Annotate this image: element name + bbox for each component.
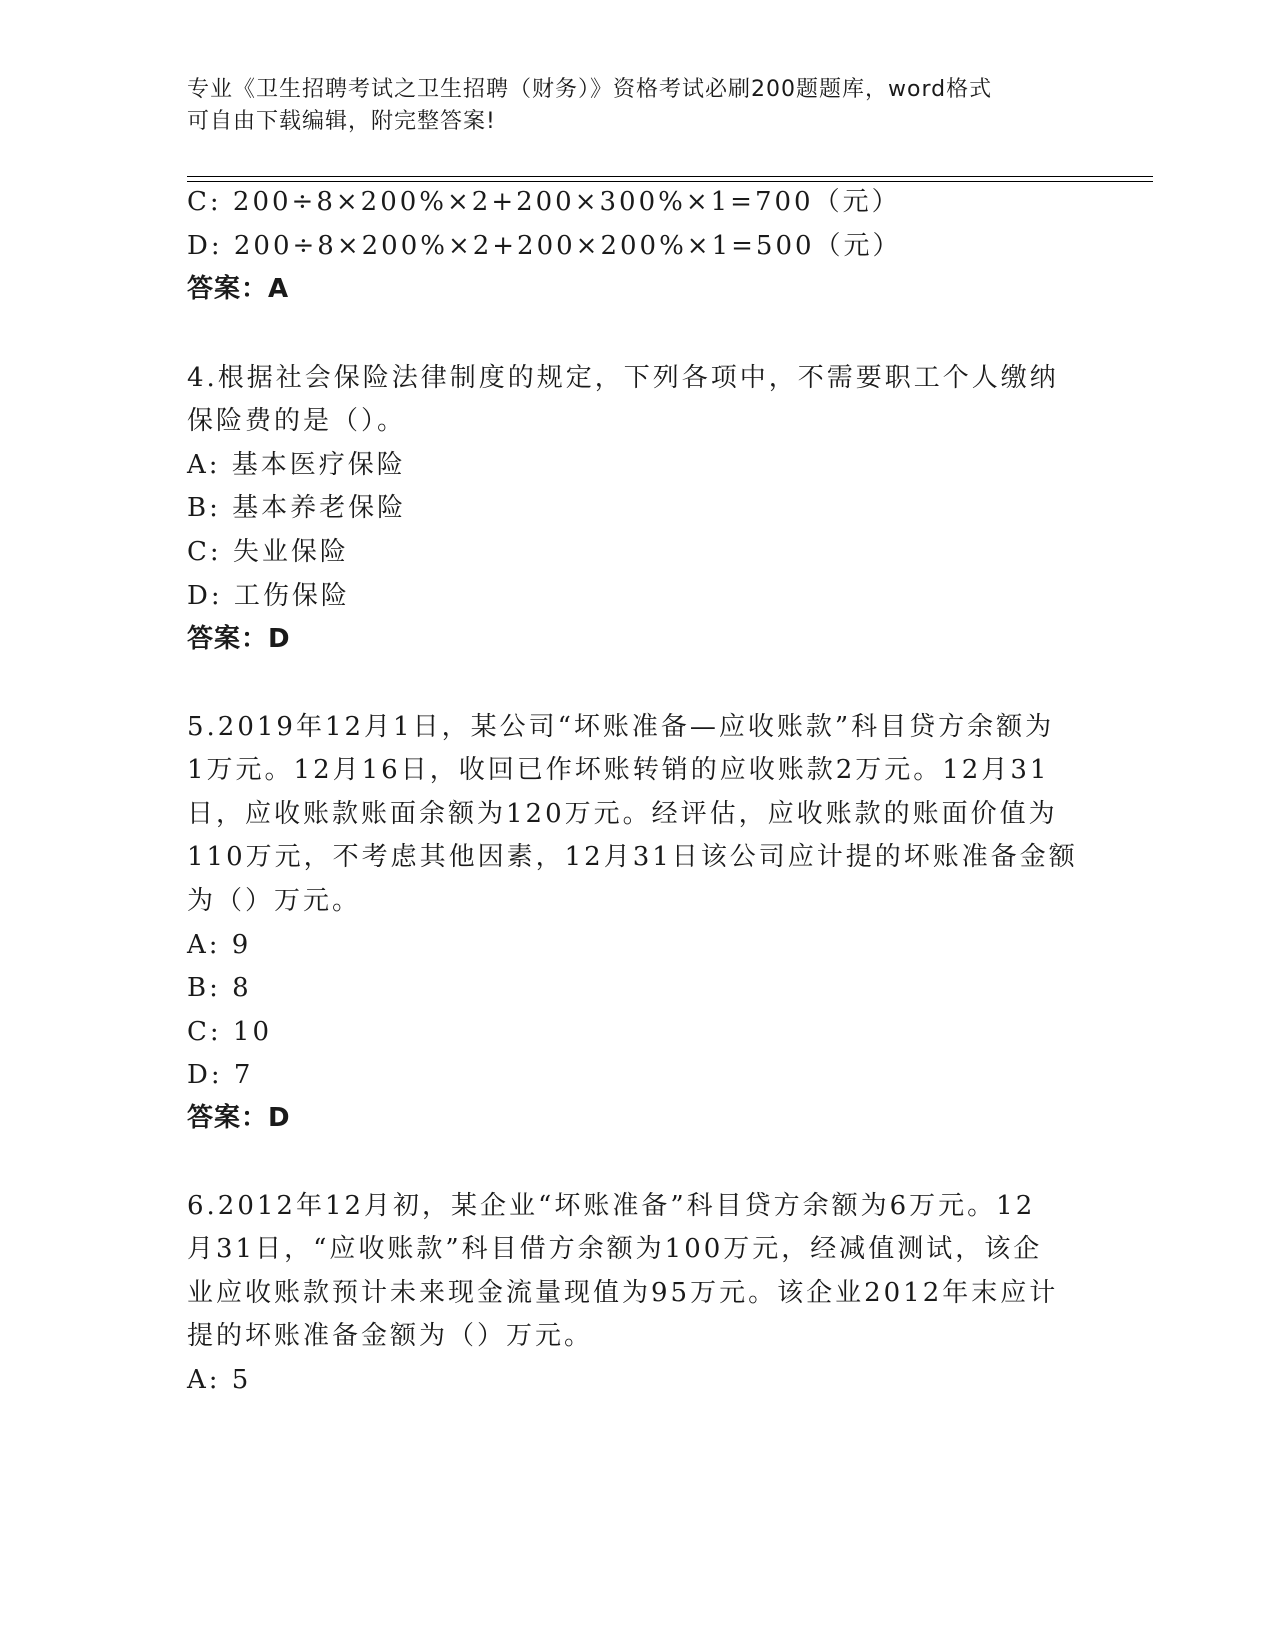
q4-option-d: D: 工伤保险 <box>187 581 350 611</box>
q5-option-d: D: 7 <box>187 1060 254 1090</box>
q5-option-c: C: 10 <box>187 1017 273 1047</box>
header-divider-bottom <box>187 181 1153 182</box>
q5-answer: 答案：D <box>187 1103 291 1133</box>
q6-stem-line-3: 业应收账款预计未来现金流量现值为95万元。该企业2012年末应计 <box>187 1278 1059 1308</box>
q6-stem-line-1: 6.2012年12月初，某企业“坏账准备”科目贷方余额为6万元。12 <box>187 1191 1036 1221</box>
q6-stem-line-2: 月31日，“应收账款”科目借方余额为100万元，经减值测试，该企 <box>187 1234 1043 1264</box>
q6-stem-line-4: 提的坏账准备金额为（）万元。 <box>187 1321 594 1351</box>
header-line-1: 专业《卫生招聘考试之卫生招聘（财务）》资格考试必刷200题题库，word格式 <box>187 77 993 102</box>
q5-stem-line-4: 110万元，不考虑其他因素，12月31日该公司应计提的坏账准备金额 <box>187 842 1078 872</box>
q4-option-c: C: 失业保险 <box>187 537 349 567</box>
q4-stem-line-1: 4.根据社会保险法律制度的规定，下列各项中，不需要职工个人缴纳 <box>187 363 1059 393</box>
q3-option-c: C: 200÷8×200%×2+200×300%×1=700（元） <box>187 187 901 217</box>
q4-option-a: A: 基本医疗保险 <box>187 450 406 480</box>
document-header <box>187 74 1067 138</box>
q3-option-d: D: 200÷8×200%×2+200×200%×1=500（元） <box>187 231 902 261</box>
q5-stem-line-3: 日，应收账款账面余额为120万元。经评估，应收账款的账面价值为 <box>187 799 1058 829</box>
q3-answer: 答案：A <box>187 274 290 304</box>
q5-stem-line-1: 5.2019年12月1日，某公司“坏账准备—应收账款”科目贷方余额为 <box>187 712 1055 742</box>
q5-stem-line-2: 1万元。12月16日，收回已作坏账转销的应收账款2万元。12月31 <box>187 755 1050 785</box>
q4-option-b: B: 基本养老保险 <box>187 493 407 523</box>
q6-option-a: A: 5 <box>187 1365 252 1395</box>
q4-stem-line-2: 保险费的是（）。 <box>187 406 407 436</box>
header-divider-top <box>187 176 1153 177</box>
q5-stem-line-5: 为（）万元。 <box>187 886 362 916</box>
q5-option-a: A: 9 <box>187 930 252 960</box>
q4-answer: 答案：D <box>187 624 291 654</box>
q5-option-b: B: 8 <box>187 973 252 1003</box>
header-line-2: 可自由下载编辑，附完整答案! <box>187 109 496 134</box>
